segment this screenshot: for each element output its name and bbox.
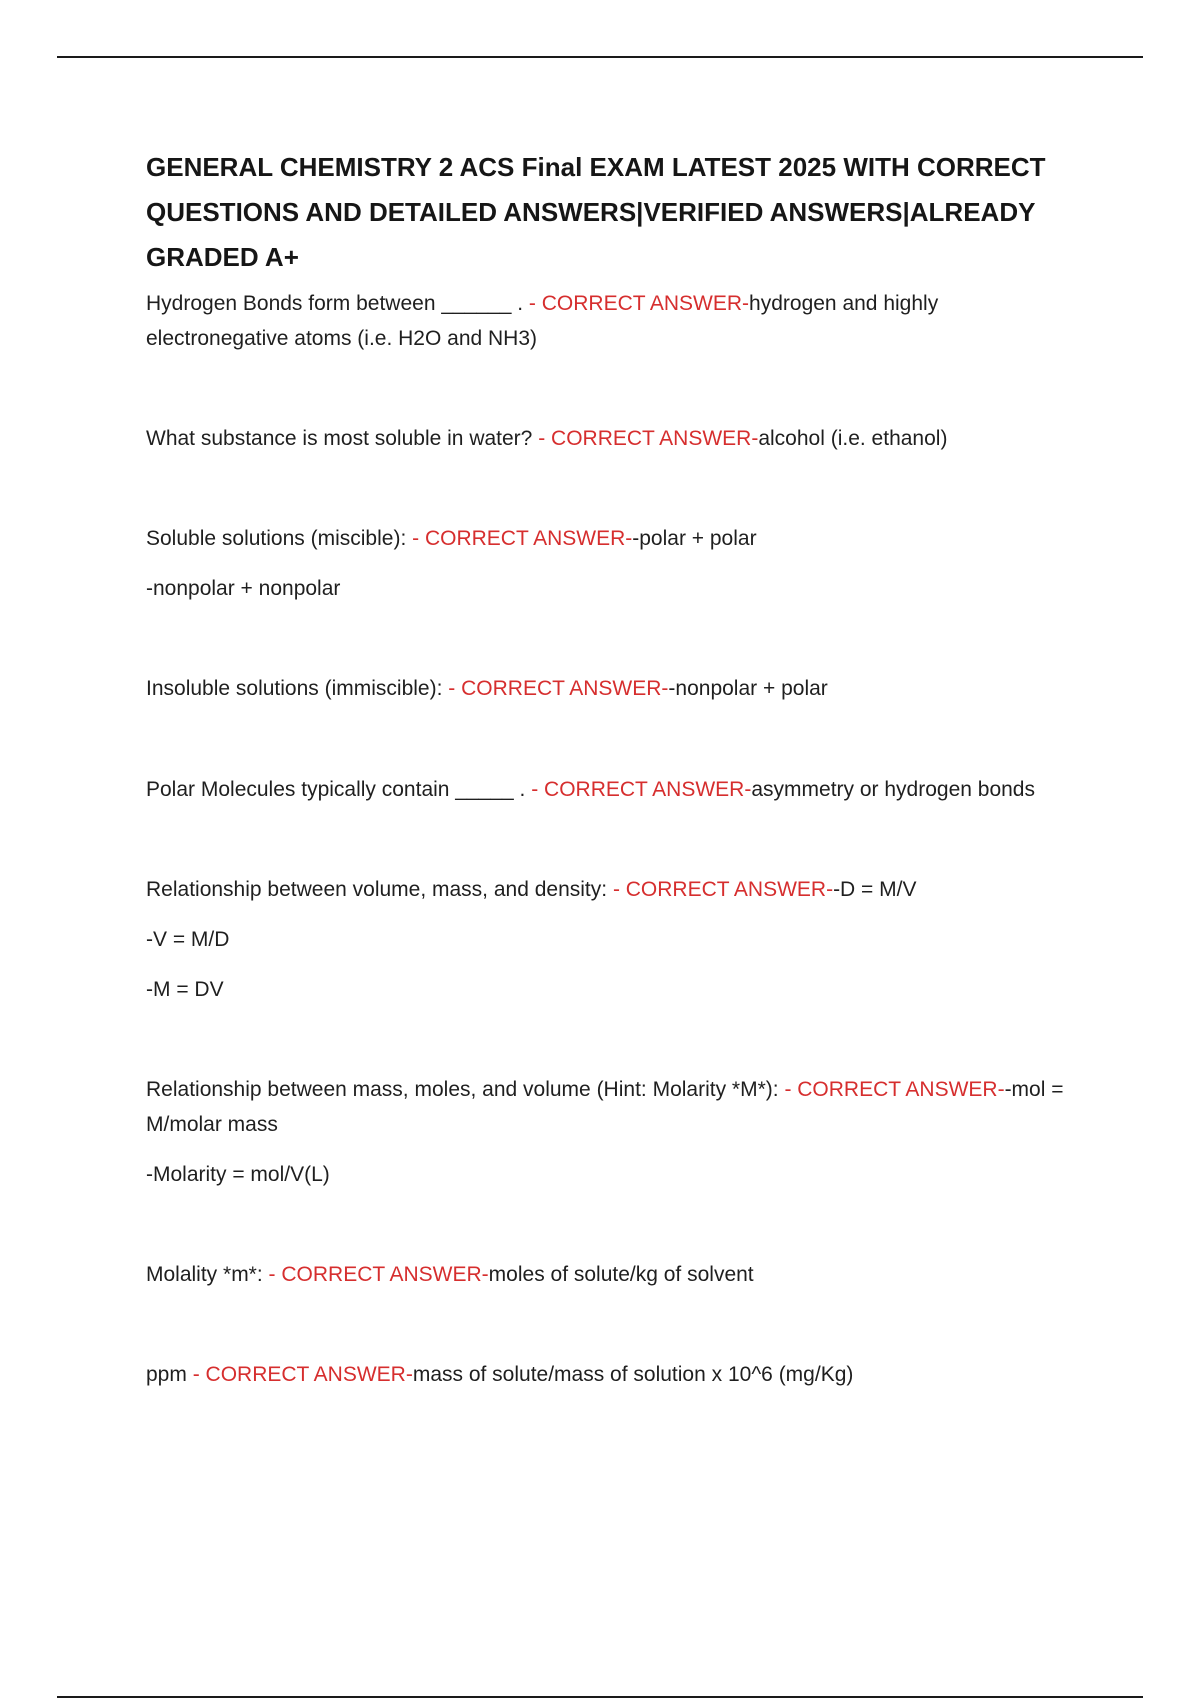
top-rule — [57, 56, 1143, 58]
answer-text: -polar + polar — [632, 527, 757, 550]
correct-answer-marker: - CORRECT ANSWER- — [268, 1263, 489, 1286]
question-text: Polar Molecules typically contain _____ . — [146, 778, 526, 801]
correct-answer-marker: - CORRECT ANSWER- — [528, 292, 750, 315]
correct-answer-marker: - CORRECT ANSWER- — [784, 1078, 1005, 1101]
qa-item — [146, 671, 1086, 706]
bottom-rule — [57, 1696, 1143, 1698]
answer-text: -mol = M/molar mass — [146, 1078, 1064, 1136]
answer-text: mass of solute/mass of solution x 10^6 (mg/Kg) — [412, 1363, 854, 1386]
question-text: ppm — [146, 1363, 187, 1386]
qa-item — [146, 286, 1086, 356]
qa-item — [146, 1357, 1086, 1392]
correct-answer-marker: - CORRECT ANSWER- — [192, 1363, 413, 1386]
question-text: What substance is most soluble in water? — [146, 427, 533, 450]
question-text: Soluble solutions (miscible): — [146, 527, 407, 550]
answer-text: alcohol (i.e. ethanol) — [758, 427, 948, 450]
qa-item — [146, 1257, 1086, 1292]
answer-text: hydrogen and highly electronegative atoms (i.e. H2O and NH3) — [146, 292, 939, 350]
answer-text: asymmetry or hydrogen bonds — [751, 778, 1035, 801]
correct-answer-marker: - CORRECT ANSWER- — [412, 527, 633, 550]
answer-continuation: -Molarity = mol/V(L) — [146, 1163, 330, 1186]
qa-item — [146, 421, 1086, 456]
answer-text: -nonpolar + polar — [668, 677, 828, 700]
question-text: Hydrogen Bonds form between ______ . — [146, 292, 524, 315]
question-text: Relationship between mass, moles, and volume (Hint: Molarity *M*): — [146, 1078, 779, 1101]
qa-list — [146, 286, 1086, 1392]
qa-item — [146, 872, 1086, 1007]
correct-answer-marker: - CORRECT ANSWER- — [612, 878, 834, 901]
qa-item — [146, 772, 1086, 807]
correct-answer-marker: - CORRECT ANSWER- — [531, 778, 752, 801]
qa-item — [146, 1072, 1086, 1192]
document-title: GENERAL CHEMISTRY 2 ACS Final EXAM LATEST 2025 WITH CORRECT QUESTIONS AND DETAILED ANSWERS|VERIFIED ANSWERS|ALREADY GRADED A+ — [146, 152, 1046, 272]
answer-continuation: -M = DV — [146, 978, 224, 1001]
question-text: Relationship between volume, mass, and density: — [146, 878, 608, 901]
answer-text: moles of solute/kg of solvent — [488, 1263, 754, 1286]
question-text: Insoluble solutions (immiscible): — [146, 677, 443, 700]
qa-item — [146, 521, 1086, 606]
answer-text: -D = M/V — [833, 878, 917, 901]
answer-continuation: -nonpolar + nonpolar — [146, 577, 341, 600]
correct-answer-marker: - CORRECT ANSWER- — [448, 677, 669, 700]
answer-continuation: -V = M/D — [146, 928, 230, 951]
document-body — [146, 145, 1086, 1392]
question-text: Molality *m*: — [146, 1263, 263, 1286]
correct-answer-marker: - CORRECT ANSWER- — [538, 427, 759, 450]
